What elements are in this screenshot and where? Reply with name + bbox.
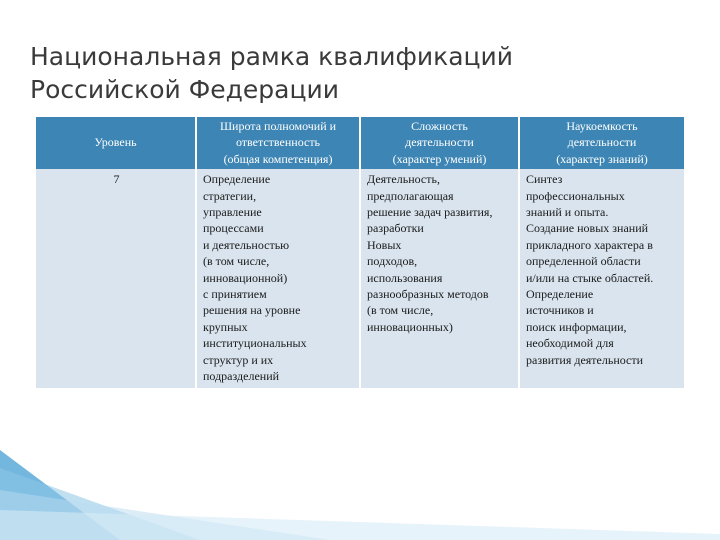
cell-knowledge: Синтез профессиональных знаний и опыта. Создание новых знаний прикладного характера в определенной области и/или на стыке областей. Определение источников и поиск информации, необходимой для развития деятельности [519,169,684,387]
cell-authority: Определение стратегии, управление процессами и деятельностью (в том числе, инновационной) с принятием решения на уровне крупных институциональных структур и их подразделений [196,169,360,387]
slide-title: Национальная рамка квалификаций Российской Федерации [30,42,514,104]
table-header-row [36,117,684,169]
decor-stripe-base [0,510,720,540]
header-knowledge: Наукоемкость деятельности (характер знаний) [519,117,684,169]
decorative-wave-stripes [0,450,720,540]
table-row [36,169,684,387]
cell-complexity: Деятельность, предполагающая решение задач развития, разработки Новых подходов, использования разнообразных методов (в том числе, инновационных) [360,169,519,387]
qualifications-table [36,117,684,388]
header-authority: Широта полномочий и ответственность (общая компетенция) [196,117,360,169]
header-complexity: Сложность деятельности (характер умений) [360,117,519,169]
header-level: Уровень [94,135,137,150]
cell-level: 7 [36,169,196,387]
